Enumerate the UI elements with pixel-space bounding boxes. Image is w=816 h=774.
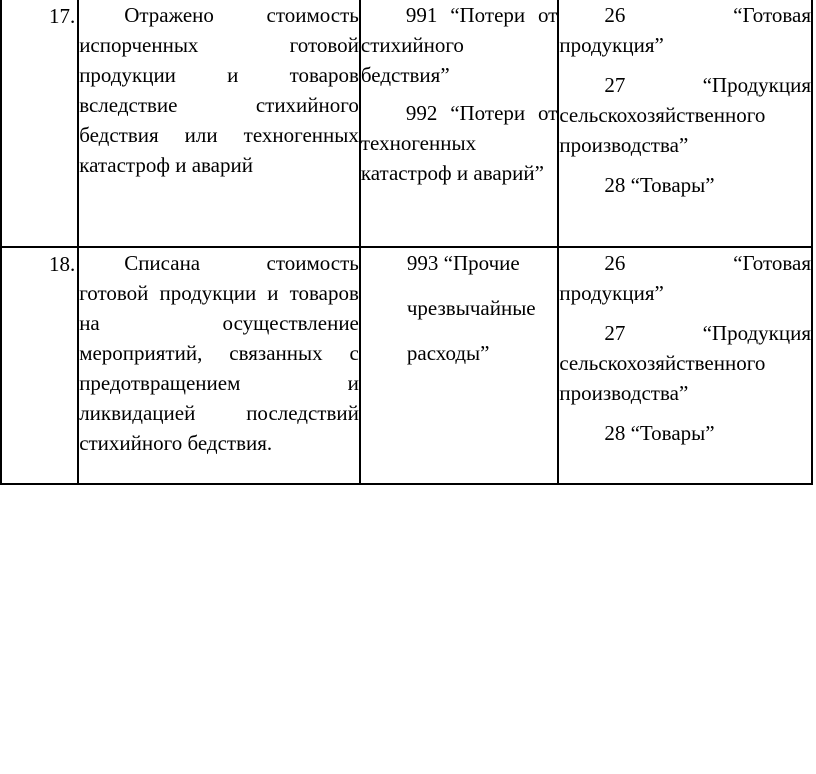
- debit-account-entry: 991 “Потери от стихийного бедствия”: [360, 3, 558, 87]
- description-cell: [78, 0, 360, 247]
- row-number: 18.: [48, 252, 76, 276]
- credit-account-entry: 27 “Продукция сельскохозяйственного производства”: [559, 73, 811, 157]
- debit-line: расходы”: [406, 341, 490, 365]
- row-number-cell: [1, 0, 78, 247]
- debit-account-cell: [360, 0, 558, 247]
- credit-account-entry: 28 “Товары”: [604, 173, 715, 197]
- credit-account-entry: 27 “Продукция сельскохозяйственного производства”: [559, 321, 811, 405]
- table-row: [1, 0, 812, 247]
- operation-description: Списана стоимость готовой продукции и товаров на осуществление мероприятий, связанных с предотвращением и ликвидацией последствий стихийного бедствия.: [79, 251, 359, 455]
- credit-account-entry: 26 “Готовая продукция”: [559, 251, 811, 305]
- debit-account-cell: [360, 247, 558, 484]
- operation-description: Отражено стоимость испорченных готовой продукции и товаров вследствие стихийного бедствия или техногенных катастроф и аварий: [79, 3, 359, 177]
- debit-line: 993 “Прочие: [406, 251, 520, 275]
- row-number: 17.: [48, 4, 76, 28]
- debit-line: чрезвычайные: [406, 296, 536, 320]
- description-cell: [78, 247, 360, 484]
- credit-account-cell: [558, 247, 812, 484]
- row-number-cell: [1, 247, 78, 484]
- debit-account-entry: 992 “Потери от техногенных катастроф и аварий”: [360, 101, 558, 185]
- credit-account-cell: [558, 0, 812, 247]
- table-row: [1, 247, 812, 484]
- credit-account-entry: 26 “Готовая продукция”: [559, 3, 811, 57]
- debit-account-entry: [361, 241, 557, 376]
- credit-account-entry: 28 “Товары”: [604, 421, 715, 445]
